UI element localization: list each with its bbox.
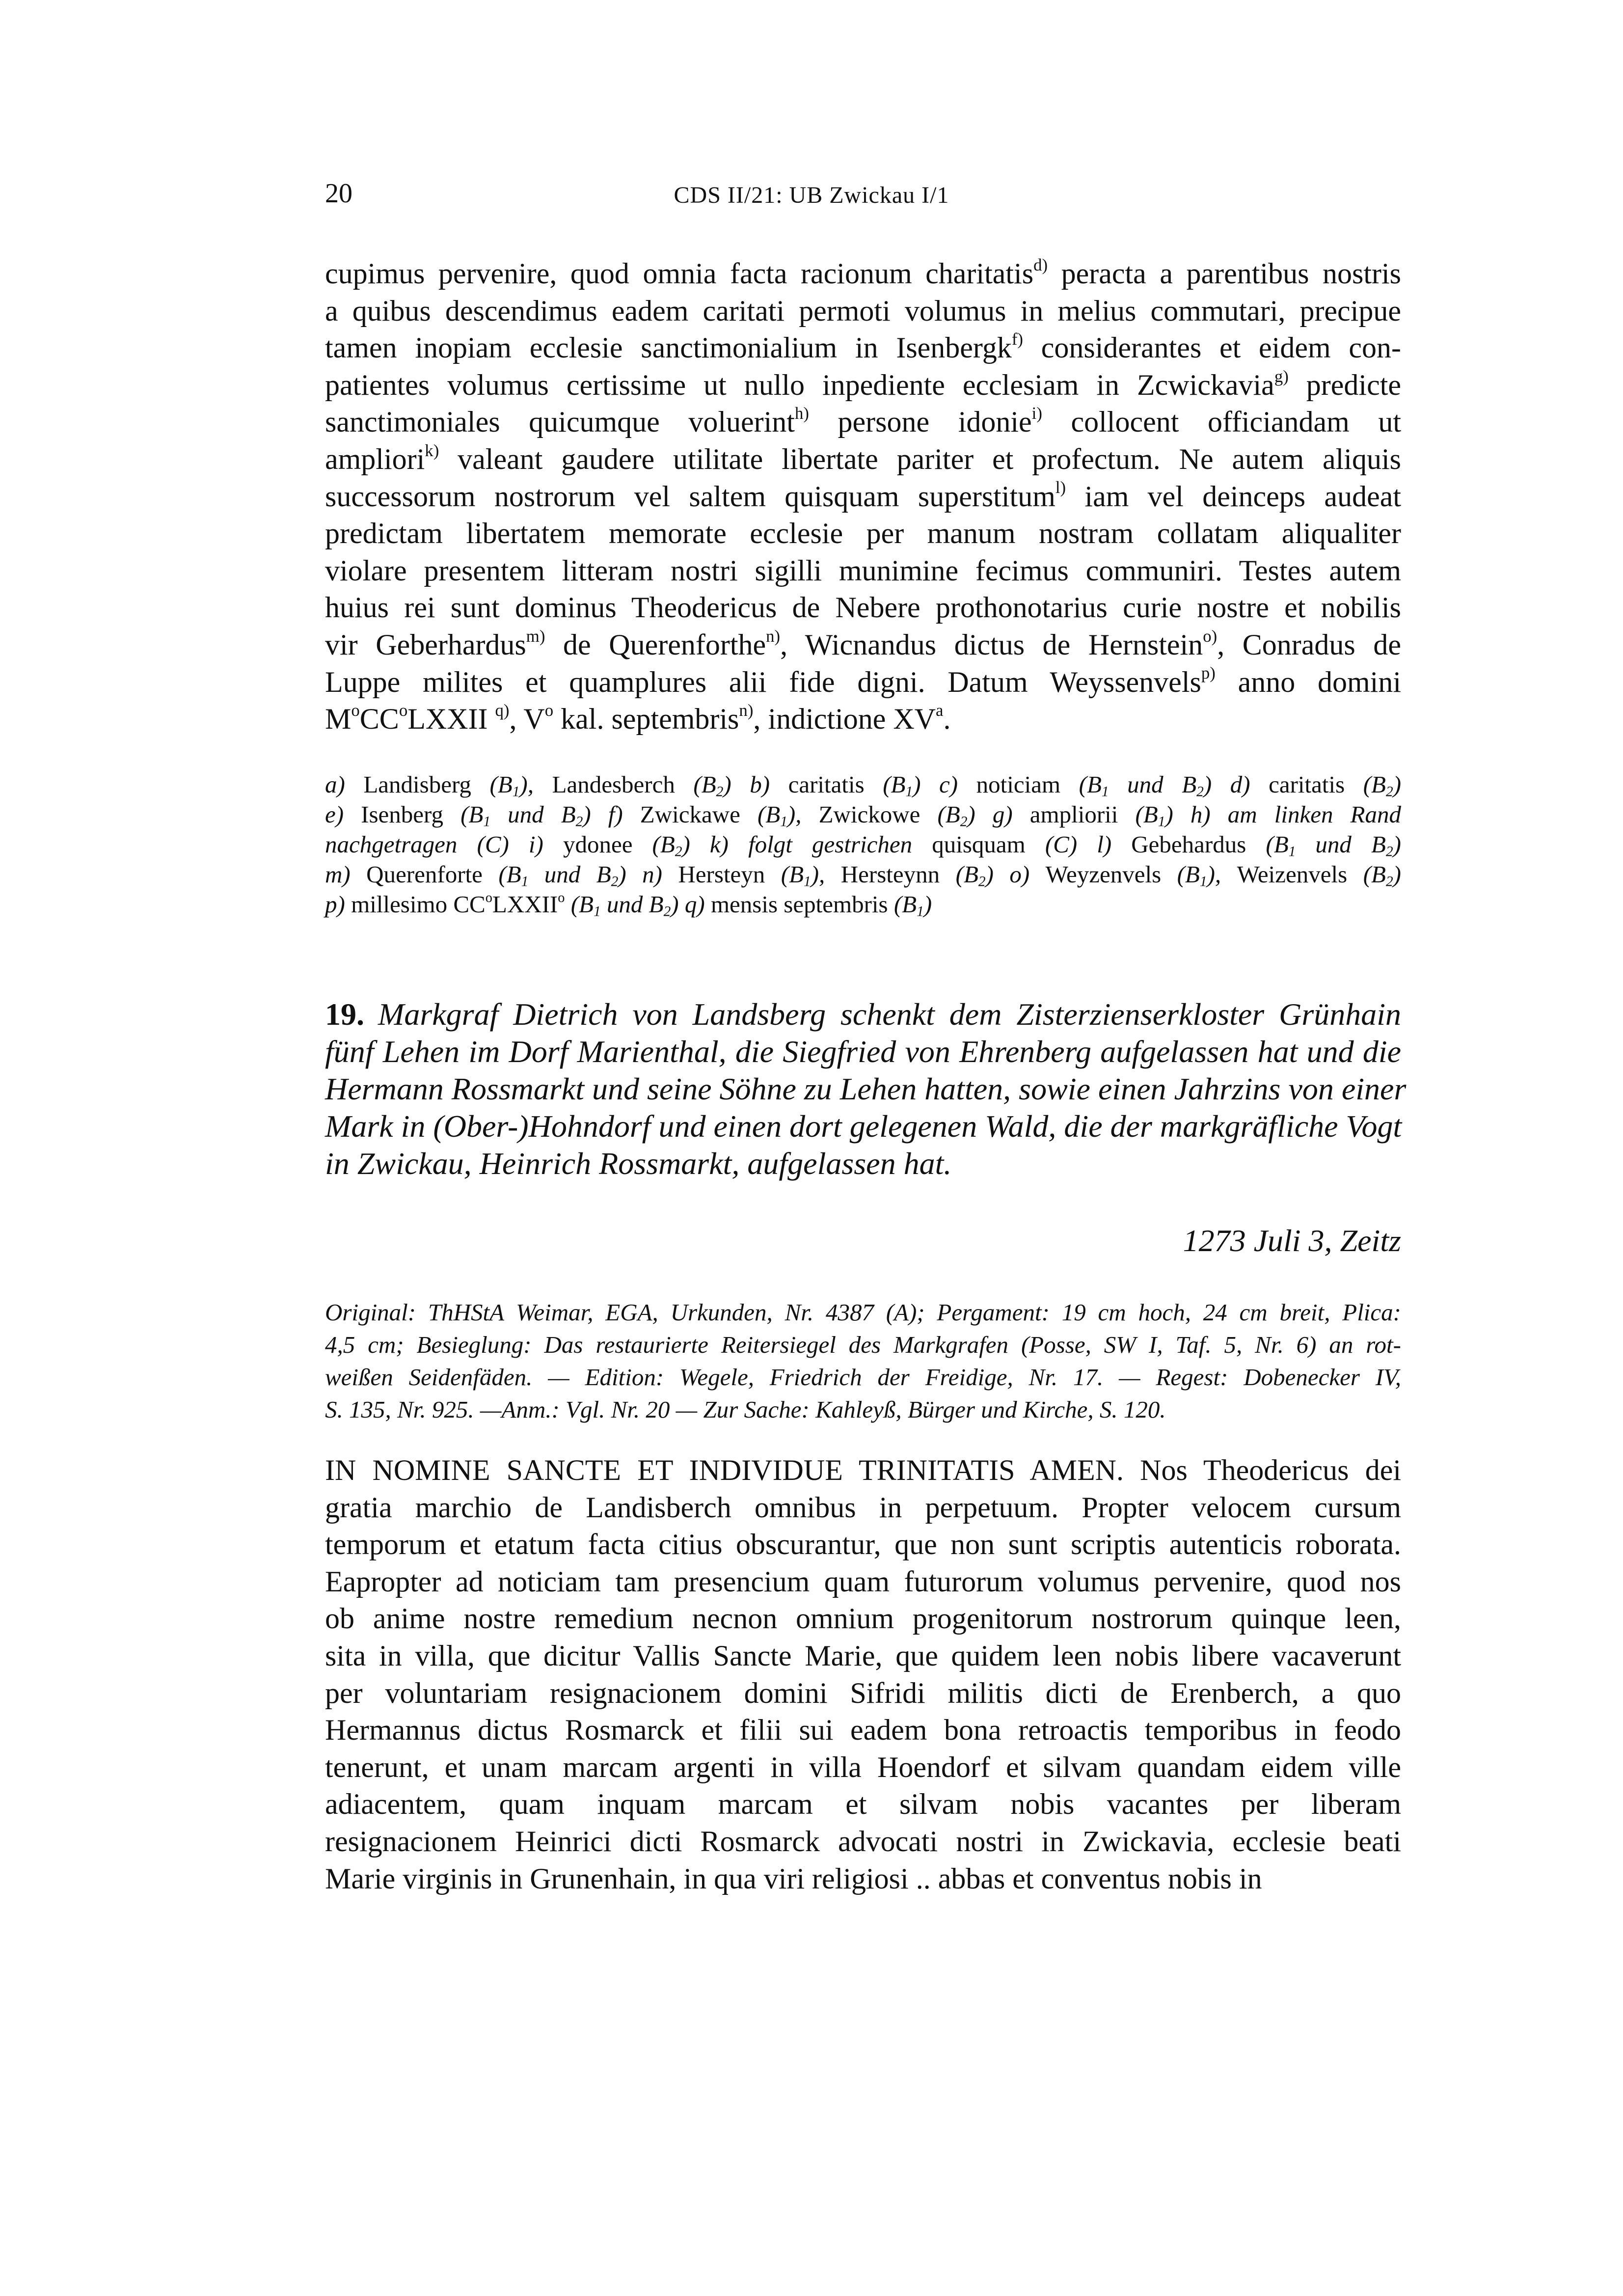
running-head: CDS II/21: UB Zwickau I/1 (674, 182, 949, 208)
heading-line: in Zwickau, Heinrich Rossmarkt, aufgelassen hat. (325, 1146, 952, 1181)
text-line: per voluntariam resignacionem domini Sifridi militis dicti de Erenberch, a quo (325, 1676, 1401, 1709)
text-line: $M^oCC^oLXXII$ $^{q)}$, $V^o$ kal. septembris$^{n)}$, indictione $XV^a$. (325, 701, 951, 736)
text-line: patientes volumus certissime ut nullo inpediente ecclesiam in Zcwickavia$^{g)}$ predicte (325, 366, 1402, 401)
footnote-line: e) Isenberg ($B_1$ und $B_2$) f) Zwickawe $(B_1)$, Zwickowe $(B_2)$ g) ampliorii $(B_1)$ h) am linken Rand (325, 801, 1401, 830)
note-marker: l) (1055, 478, 1066, 497)
text-line: resignacionem Heinrici dicti Rosmarck advocati nostri in Zwickavia, ecclesie beati (325, 1825, 1401, 1858)
text-line: Hermannus dictus Rosmarck et filii sui eadem bona retroactis temporibus in feodo (325, 1714, 1401, 1747)
note-marker: h) (794, 404, 809, 423)
source-line: weißen Seidenfäden. — Edition: Wegele, Friedrich der Freidige, Nr. 17. — Regest: Dobenecker IV, (325, 1364, 1401, 1391)
text-line: adiacentem, quam inquam marcam et silvam nobis vacantes per liberam (325, 1788, 1401, 1821)
note-marker: m) (526, 626, 545, 646)
charter-text-continued (325, 255, 1401, 738)
source-line: 4,5 cm; Besieglung: Das restaurierte Reitersiegel des Markgrafen (Posse, SW I, Taf. 5, Nr. 6) an rot- (325, 1331, 1401, 1358)
text-line: Marie virginis in Grunenhain, in qua viri religiosi .. abbas et conventus nobis in (325, 1862, 1262, 1895)
note-marker: q) (495, 701, 510, 720)
note-marker: a (936, 701, 944, 720)
note-marker: o (351, 701, 360, 720)
footnote-line: a) Landisberg $(B_1)$, Landesberch $(B_2)$ b) caritatis $(B_1)$ c) noticiam ($B_1$ und $B_2$) d) caritatis $(B_2)$ (325, 771, 1402, 800)
text-line: vir Geberhardus$^{m)}$ de Querenforthe$^{n)}$, Wicnandus dictus de Hernstein$^{o)}$, Conradus de (325, 626, 1402, 661)
footnote-line: p) millesimo $CC^oLXXII^o$ ($B_1$ und $B_2$) q) mensis septembris $(B_1)$ (325, 890, 932, 920)
text-line: tenerunt, et unam marcam argenti in villa Hoendorf et silvam quandam eidem ville (325, 1750, 1401, 1783)
text-line: IN NOMINE SANCTE ET INDIVIDUE TRINITATIS AMEN. Nos Theodericus dei (325, 1454, 1401, 1486)
text-line: ob anime nostre remedium necnon omnium progenitorum nostrorum quinque leen, (325, 1602, 1401, 1635)
source-line: Original: ThHStA Weimar, EGA, Urkunden, Nr. 4387 (A); Pergament: 19 cm hoch, 24 cm breit, Plica: (325, 1299, 1401, 1326)
critical-apparatus (325, 769, 1401, 919)
heading-line: 19. Markgraf Dietrich von Landsberg schenkt dem Zisterzienserkloster Grünhain (325, 997, 1401, 1032)
text-line: cupimus pervenire, quod omnia facta racionum charitatis$^{d)}$ peracta a parentibus nostris (325, 255, 1401, 290)
note-marker: p) (1201, 663, 1216, 683)
text-line: gratia marchio de Landisberch omnibus in perpetuum. Propter velocem cursum (325, 1491, 1401, 1524)
text-line: a quibus descendimus eadem caritati permoti volumus in melius commutari, precipue (325, 294, 1401, 327)
note-marker: n) (766, 626, 781, 646)
text-line: Luppe milites et quamplures alii fide digni. Datum Weyssenvels$^{p)}$ anno domini (325, 663, 1402, 698)
text-line: Eapropter ad noticiam tam presencium quam futurorum volumus pervenire, quod nos (325, 1565, 1401, 1598)
note-marker: o (544, 701, 554, 720)
text-line: sanctimoniales quicumque voluerint$^{h)}$ persone idonie$^{i)}$ collocent officiandam ut (325, 404, 1402, 438)
text-line: tamen inopiam ecclesie sanctimonialium in Isenbergk$^{f)}$ considerantes et eidem con- (325, 329, 1401, 364)
document-heading (325, 996, 1407, 1182)
text-line: violare presentem litteram nostri sigilli munimine fecimus communiri. Testes autem (325, 554, 1401, 587)
note-marker: f) (1011, 329, 1024, 349)
note-marker: d) (1033, 255, 1048, 274)
heading-line: Hermann Rossmarkt und seine Söhne zu Lehen hatten, sowie einen Jahrzins von einer (325, 1071, 1407, 1106)
text-line: huius rei sunt dominus Theodericus de Nebere prothonotarius curie nostre et nobilis (325, 591, 1401, 624)
heading-line: fünf Lehen im Dorf Marienthal, die Siegfried von Ehrenberg aufgelassen hat und die (325, 1034, 1401, 1069)
text-line: temporum et etatum facta citius obscurantur, que non sunt scriptis autenticis roborata. (325, 1528, 1401, 1561)
note-marker: i) (1031, 404, 1042, 423)
note-marker: k) (425, 440, 439, 460)
document-date: 1273 Juli 3, Zeitz (1183, 1223, 1401, 1258)
document-number: 19. (325, 997, 364, 1032)
note-marker: o) (1203, 626, 1217, 646)
note-marker: g) (1274, 366, 1289, 386)
footnote-line: m) Querenforte ($B_1$ und $B_2$) n) Hersteyn $(B_1)$, Hersteynn $(B_2)$ o) Weyzenvels $(B_1)$, Weizenvels $(B_2)$ (325, 861, 1401, 890)
text-line: ampliori$^{k)}$ valeant gaudere utilitate libertate pariter et profectum. Ne autem aliquis (325, 440, 1401, 475)
text-line: successorum nostrorum vel saltem quisquam superstitum$^{l)}$ iam vel deinceps audeat (325, 478, 1401, 513)
note-marker: o (399, 701, 408, 720)
text-line: sita in villa, que dicitur Vallis Sancte Marie, que quidem leen nobis libere vacaverunt (325, 1639, 1401, 1672)
note-marker: n) (739, 701, 754, 720)
footnote-line: nachgetragen (C) i) ydonee $(B_2)$ k) folgt gestrichen quisquam (C) l) Gebehardus ($B_1$ und $B_2$) (325, 831, 1401, 860)
charter-text (325, 1452, 1401, 1897)
source-line: S. 135, Nr. 925. —Anm.: Vgl. Nr. 20 — Zur Sache: Kahleyß, Bürger und Kirche, S. 120. (325, 1396, 1166, 1423)
text-line: predictam libertatem memorate ecclesie per manum nostram collatam aliqualiter (325, 517, 1401, 550)
source-description (325, 1296, 1401, 1426)
heading-line: Mark in (Ober-)Hohndorf und einen dort gelegenen Wald, die der markgräfliche Vogt (325, 1109, 1402, 1144)
page-number: 20 (325, 178, 352, 209)
